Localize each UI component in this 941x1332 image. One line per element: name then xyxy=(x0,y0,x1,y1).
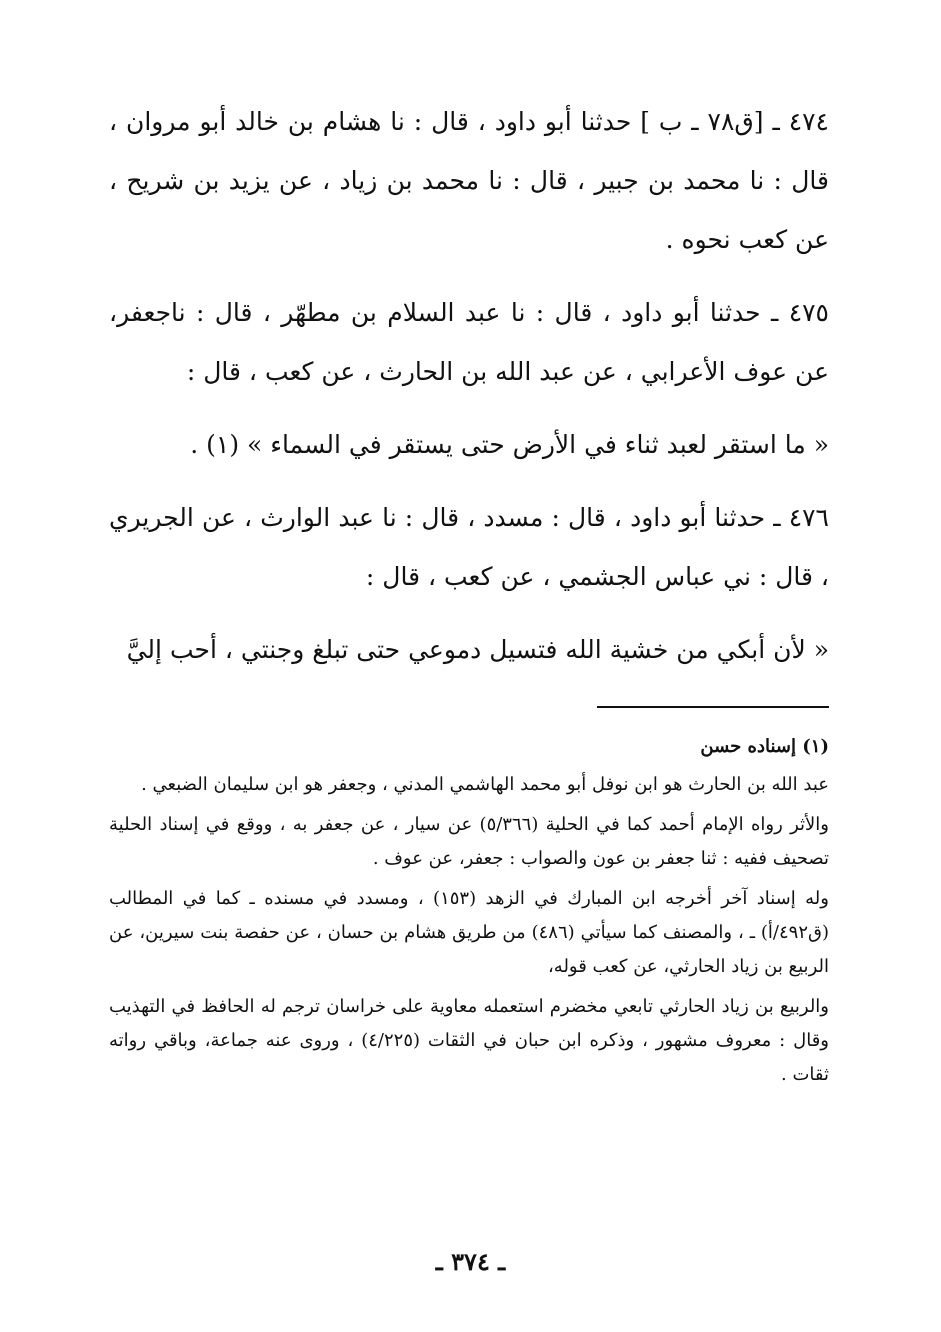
footnote-paragraph: والأثر رواه الإمام أحمد كما في الحلية (٥/٣٦٦) عن سيار ، عن جعفر به ، ووقع في إسناد الحلية تصحيف ففيه : ثنا جعفر بن عون والصواب : جعفر، عن عوف . xyxy=(109,814,830,869)
footnote-divider xyxy=(597,706,829,708)
main-text xyxy=(109,92,829,693)
footnote-paragraph: وله إسناد آخر أخرجه ابن المبارك في الزهد (١٥٣) ، ومسدد في مسنده ـ كما في المطالب (ق٤٩٢/أ) ـ ، والمصنف كما سيأتي (٤٨٦) من طريق هشام بن حسان ، عن حفصة بنت سيرين، عن الربيع بن زياد الحارثي، عن كعب قوله، xyxy=(109,888,829,977)
hadith-476: ٤٧٦ ـ حدثنا أبو داود ، قال : مسدد ، قال : نا عبد الوارث ، عن الجريري ، قال : ني عباس الجشمي ، عن كعب ، قال : xyxy=(109,503,829,591)
hadith-476-quote: « لأن أبكي من خشية الله فتسيل دموعي حتى تبلغ وجنتي ، أحب إليَّ xyxy=(126,635,829,664)
hadith-475: ٤٧٥ ـ حدثنا أبو داود ، قال : نا عبد السلام بن مطهّر ، قال : ناجعفر، عن عوف الأعرابي ، عن عبد الله بن الحارث ، عن كعب ، قال : xyxy=(109,298,829,386)
hadith-474: ٤٧٤ ـ [ق٧٨ ـ ب ] حدثنا أبو داود ، قال : نا هشام بن خالد أبو مروان ، قال : نا محمد بن جبير ، قال : نا محمد بن زياد ، عن يزيد بن شريح ، عن كعب نحوه . xyxy=(109,107,829,254)
footnote-heading: (١) إسناده حسن xyxy=(700,736,829,757)
footnotes xyxy=(109,732,829,1098)
footnote-paragraph: والربيع بن زياد الحارثي تابعي مخضرم استعمله معاوية على خراسان ترجم له الحافظ في التهذيب وقال : معروف مشهور ، وذكره ابن حبان في الثقات (٤/٢٢٥) ، وروى عنه جماعة، وباقي رواته ثقات . xyxy=(109,996,829,1085)
hadith-475-quote: « ما استقر لعبد ثناء في الأرض حتى يستقر في السماء » (١) . xyxy=(190,430,829,459)
page-number: ـ ٣٧٤ ـ xyxy=(435,1247,506,1276)
footnote-paragraph: عبد الله بن الحارث هو ابن نوفل أبو محمد الهاشمي المدني ، وجعفر هو ابن سليمان الضبعي . xyxy=(141,774,829,795)
